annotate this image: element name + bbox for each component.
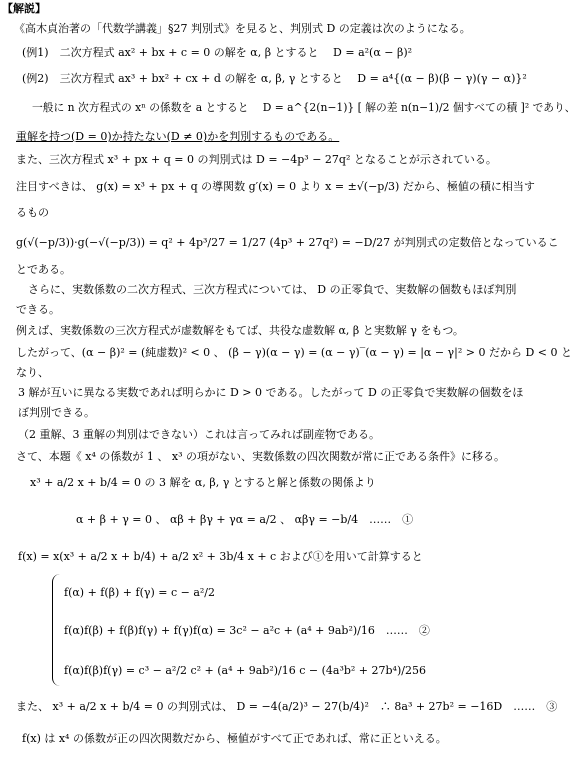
line-product-formula: g(√(−p/3))·g(−√(−p/3)) = q² + 4p³/27 = 1/27 (4p³ + 27q²) = −D/27 が判別式の定数倍となっているこ (16, 236, 559, 249)
equation-2c: f(α)f(β)f(γ) = c³ − a²/2 c² + (a⁴ + 9ab²)/16 c − (4a³b² + 27b⁴)/256 (64, 664, 426, 677)
line-three-real-cont: ぼ判別できる。 (18, 406, 95, 419)
line-byproduct: （2 重解、3 重解の判別はできない）これは言ってみれば副産物である。 (18, 428, 380, 441)
line-cubic-discriminant: また、三次方程式 x³ + px + q = 0 の判別式は D = −4p³ − 27q² となることが示されている。 (16, 153, 497, 166)
equation-2b: f(α)f(β) + f(β)f(γ) + f(γ)f(α) = 3c² − a²c + (a⁴ + 9ab²)/16 …… ② (64, 624, 430, 637)
line-fx-definition: f(x) = x(x³ + a/2 x + b/4) + a/2 x² + 3b/4 x + c および①を用いて計算すると (18, 550, 423, 563)
system-brace (52, 574, 61, 686)
line-example-1: (例1) 二次方程式 ax² + bx + c = 0 の解を α, β とすると D = a²(α − β)² (22, 46, 413, 59)
line-intro: 《高木貞治著の「代数学講義」§27 判別式》を見ると、判別式 D の定義は次のようになる。 (14, 22, 471, 35)
line-conclusion: f(x) は x⁴ の係数が正の四次関数だから、極値がすべて正であれば、常に正といえる。 (22, 732, 447, 745)
line-furthermore-cont: できる。 (16, 303, 60, 316)
line-double-root: 重解を持つ(D = 0)か持たない(D ≠ 0)かを判別するものである。 (16, 130, 340, 143)
line-therefore-cont: なり、 (16, 366, 49, 379)
line-notable-cont: るもの (16, 206, 49, 219)
line-example-complex: 例えば、実数係数の三次方程式が虚数解をもてば、共役な虚数解 α, β と実数解 γ をもつ。 (16, 324, 464, 337)
line-example-2: (例2) 三次方程式 ax³ + bx² + cx + d の解を α, β, γ とすると D = a⁴{(α − β)(β − γ)(γ − α)}² (22, 72, 527, 85)
equation-1: α + β + γ = 0 、 αβ + βγ + γα = a/2 、 αβγ = −b/4 …… ① (76, 513, 414, 526)
line-furthermore: さらに、実数係数の二次方程式、三次方程式については、 D の正零負で、実数解の個数もほぼ判別 (28, 283, 517, 296)
line-general: 一般に n 次方程式の xⁿ の係数を a とすると D = a^{2(n−1)} [ 解の差 n(n−1)/2 個すべての積 ]² であり、 (32, 101, 576, 114)
equation-3: また、 x³ + a/2 x + b/4 = 0 の判別式は、 D = −4(a/2)³ − 27(b/4)² ∴ 8a³ + 27b² = −16D …… ③ (16, 700, 558, 713)
line-main-topic: さて、本題《 x⁴ の係数が 1 、 x³ の項がない、実数係数の四次関数が常に正である条件》に移る。 (16, 450, 505, 463)
line-three-real: 3 解が互いに異なる実数であれば明らかに D > 0 である。したがって D の正零負で実数解の個数をほ (18, 386, 524, 399)
equation-2a: f(α) + f(β) + f(γ) = c − a²/2 (64, 586, 215, 599)
line-product-formula-cont: とである。 (16, 263, 71, 276)
line-roots-relation: x³ + a/2 x + b/4 = 0 の 3 解を α, β, γ とすると解と係数の関係より (30, 476, 376, 489)
line-therefore: したがって、(α − β)² = (純虚数)² < 0 、 (β − γ)(α − γ) = (α − γ)‾(α − γ) = |α − γ|² > 0 だから D < 0 と (16, 346, 572, 359)
line-notable: 注目すべきは、 g(x) = x³ + px + q の導関数 g′(x) = 0 より x = ±√(−p/3) だから、極値の積に相当す (16, 180, 535, 193)
heading: 【解説】 (2, 2, 46, 15)
